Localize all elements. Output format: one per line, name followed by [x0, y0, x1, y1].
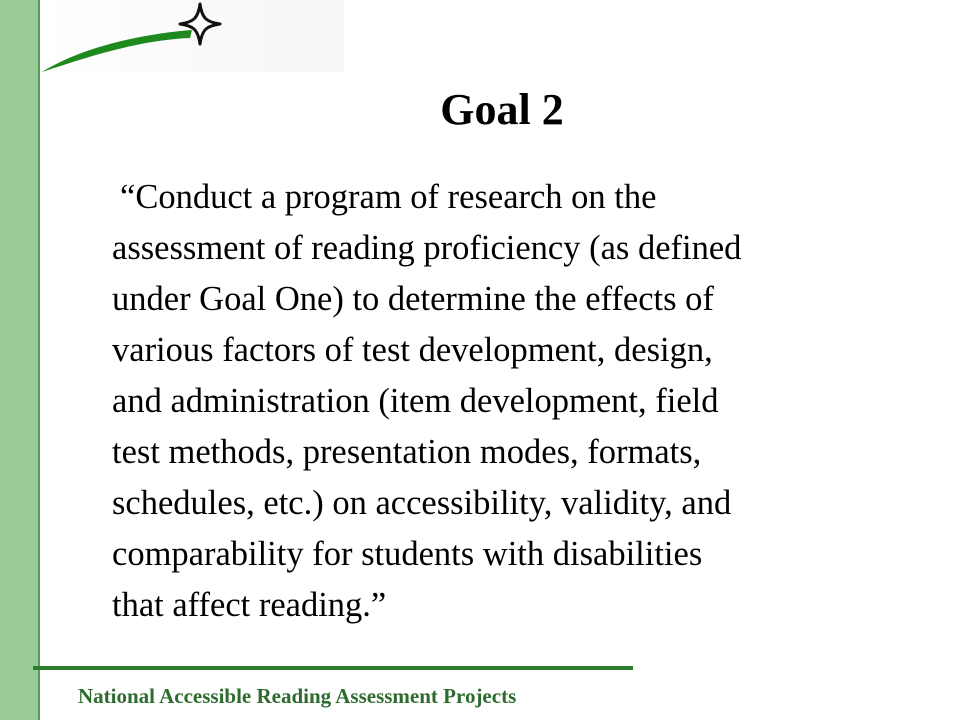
logo: [40, 0, 344, 72]
body-line: comparability for students with disabilities: [112, 535, 703, 573]
body-line: that affect reading.”: [112, 586, 387, 624]
footer-title: National Accessible Reading Assessment Projects: [78, 684, 517, 708]
body-line: test methods, presentation modes, formats,: [112, 433, 702, 471]
body-line: schedules, etc.) on accessibility, validity, and: [112, 484, 732, 522]
slide-title: Goal 2: [440, 85, 564, 134]
body-line: various factors of test development, design,: [112, 331, 713, 369]
body-line: assessment of reading proficiency (as defined: [112, 229, 742, 267]
body-line: under Goal One) to determine the effects of: [112, 280, 714, 318]
body-line: “Conduct a program of research on the: [120, 178, 657, 216]
body-quote: [112, 172, 912, 631]
body-line: and administration (item development, field: [112, 382, 719, 420]
footer-divider: [33, 666, 633, 670]
four-point-star-swoosh-logo-icon: [40, 0, 344, 72]
